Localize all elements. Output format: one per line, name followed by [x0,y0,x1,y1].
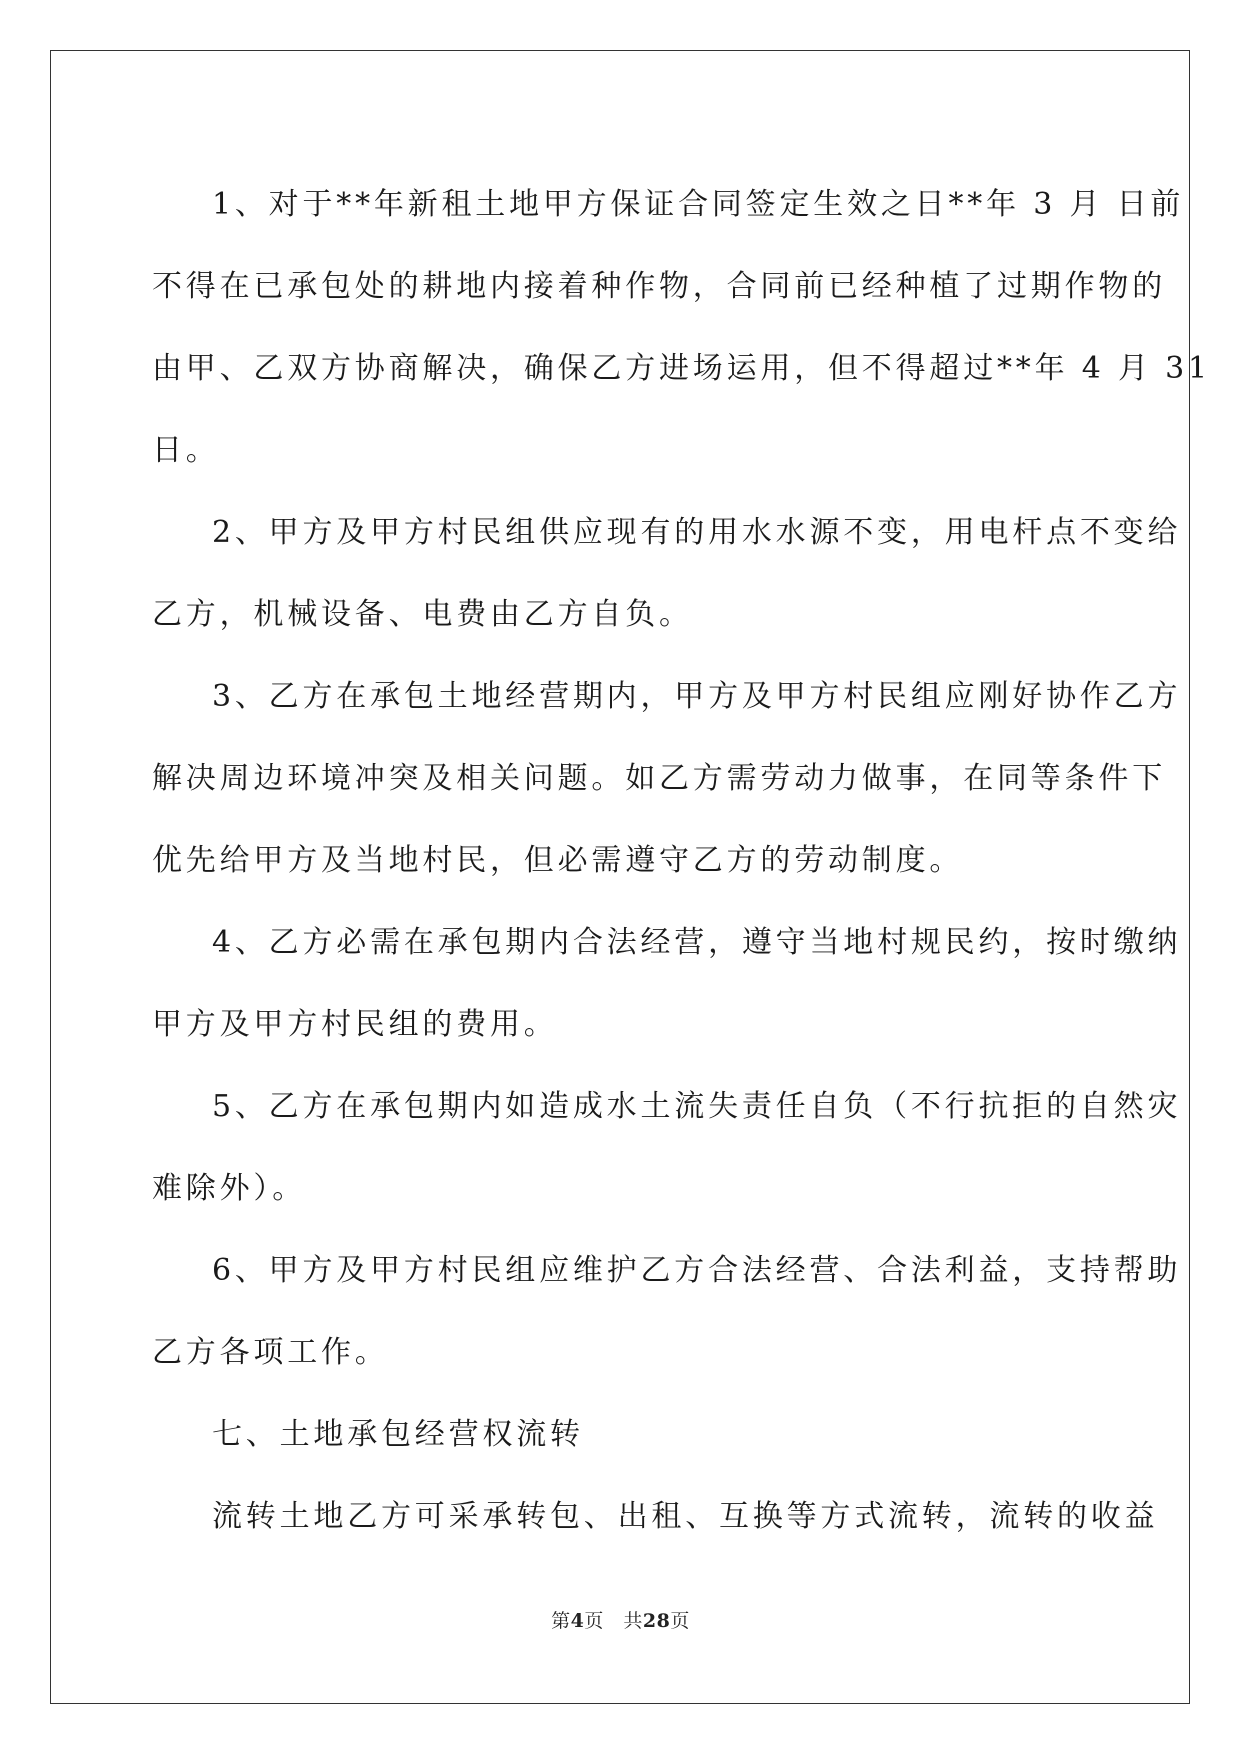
current-page-number: 4 [570,1610,585,1632]
total-page-number: 28 [642,1610,671,1632]
document-body [152,164,1211,1558]
text-line: 甲方及甲方村民组的费用。 [152,1007,558,1042]
text-line: 乙方，机械设备、电费由乙方自负。 [152,597,693,632]
text-line: 难除外）。 [152,1171,306,1206]
text-line: 不得在已承包处的耕地内接着种作物，合同前已经种植了过期作物的 [152,269,1166,304]
paragraph-2 [152,492,1182,656]
text-line: 2、甲方及甲方村民组供应现有的用水水源不变，用电杆点不变给 [212,515,1182,550]
text-line: 日。 [152,433,220,468]
footer-mid: 页 共 [584,1610,643,1632]
text-line: 1、对于**年新租土地甲方保证合同签定生效之日**年 3 月 日前 [212,187,1185,222]
heading-text: 七、土地承包经营权流转 [212,1417,584,1452]
paragraph-1 [152,164,1211,492]
paragraph-6 [152,1230,1182,1394]
text-line: 6、甲方及甲方村民组应维护乙方合法经营、合法利益，支持帮助 [212,1253,1182,1288]
text-line: 乙方各项工作。 [152,1335,389,1370]
paragraph-3 [152,656,1182,902]
paragraph-4 [152,902,1182,1066]
text-line: 3、乙方在承包土地经营期内，甲方及甲方村民组应刚好协作乙方 [212,679,1182,714]
text-line: 5、乙方在承包期内如造成水土流失责任自负（不行抗拒的自然灾 [212,1089,1182,1124]
paragraph-5 [152,1066,1182,1230]
page-footer [0,1606,1241,1633]
text-line: 解决周边环境冲突及相关问题。如乙方需劳动力做事，在同等条件下 [152,761,1166,796]
section-heading [152,1394,1092,1476]
paragraph-7 [152,1476,1159,1558]
text-line: 由甲、乙双方协商解决，确保乙方进场运用，但不得超过**年 4 月 31 [152,351,1211,386]
footer-prefix: 第 [551,1610,571,1632]
footer-suffix: 页 [670,1610,690,1632]
text-line: 4、乙方必需在承包期内合法经营，遵守当地村规民约，按时缴纳 [212,925,1182,960]
text-line: 流转土地乙方可采承转包、出租、互换等方式流转，流转的收益 [212,1499,1159,1534]
text-line: 优先给甲方及当地村民，但必需遵守乙方的劳动制度。 [152,843,964,878]
